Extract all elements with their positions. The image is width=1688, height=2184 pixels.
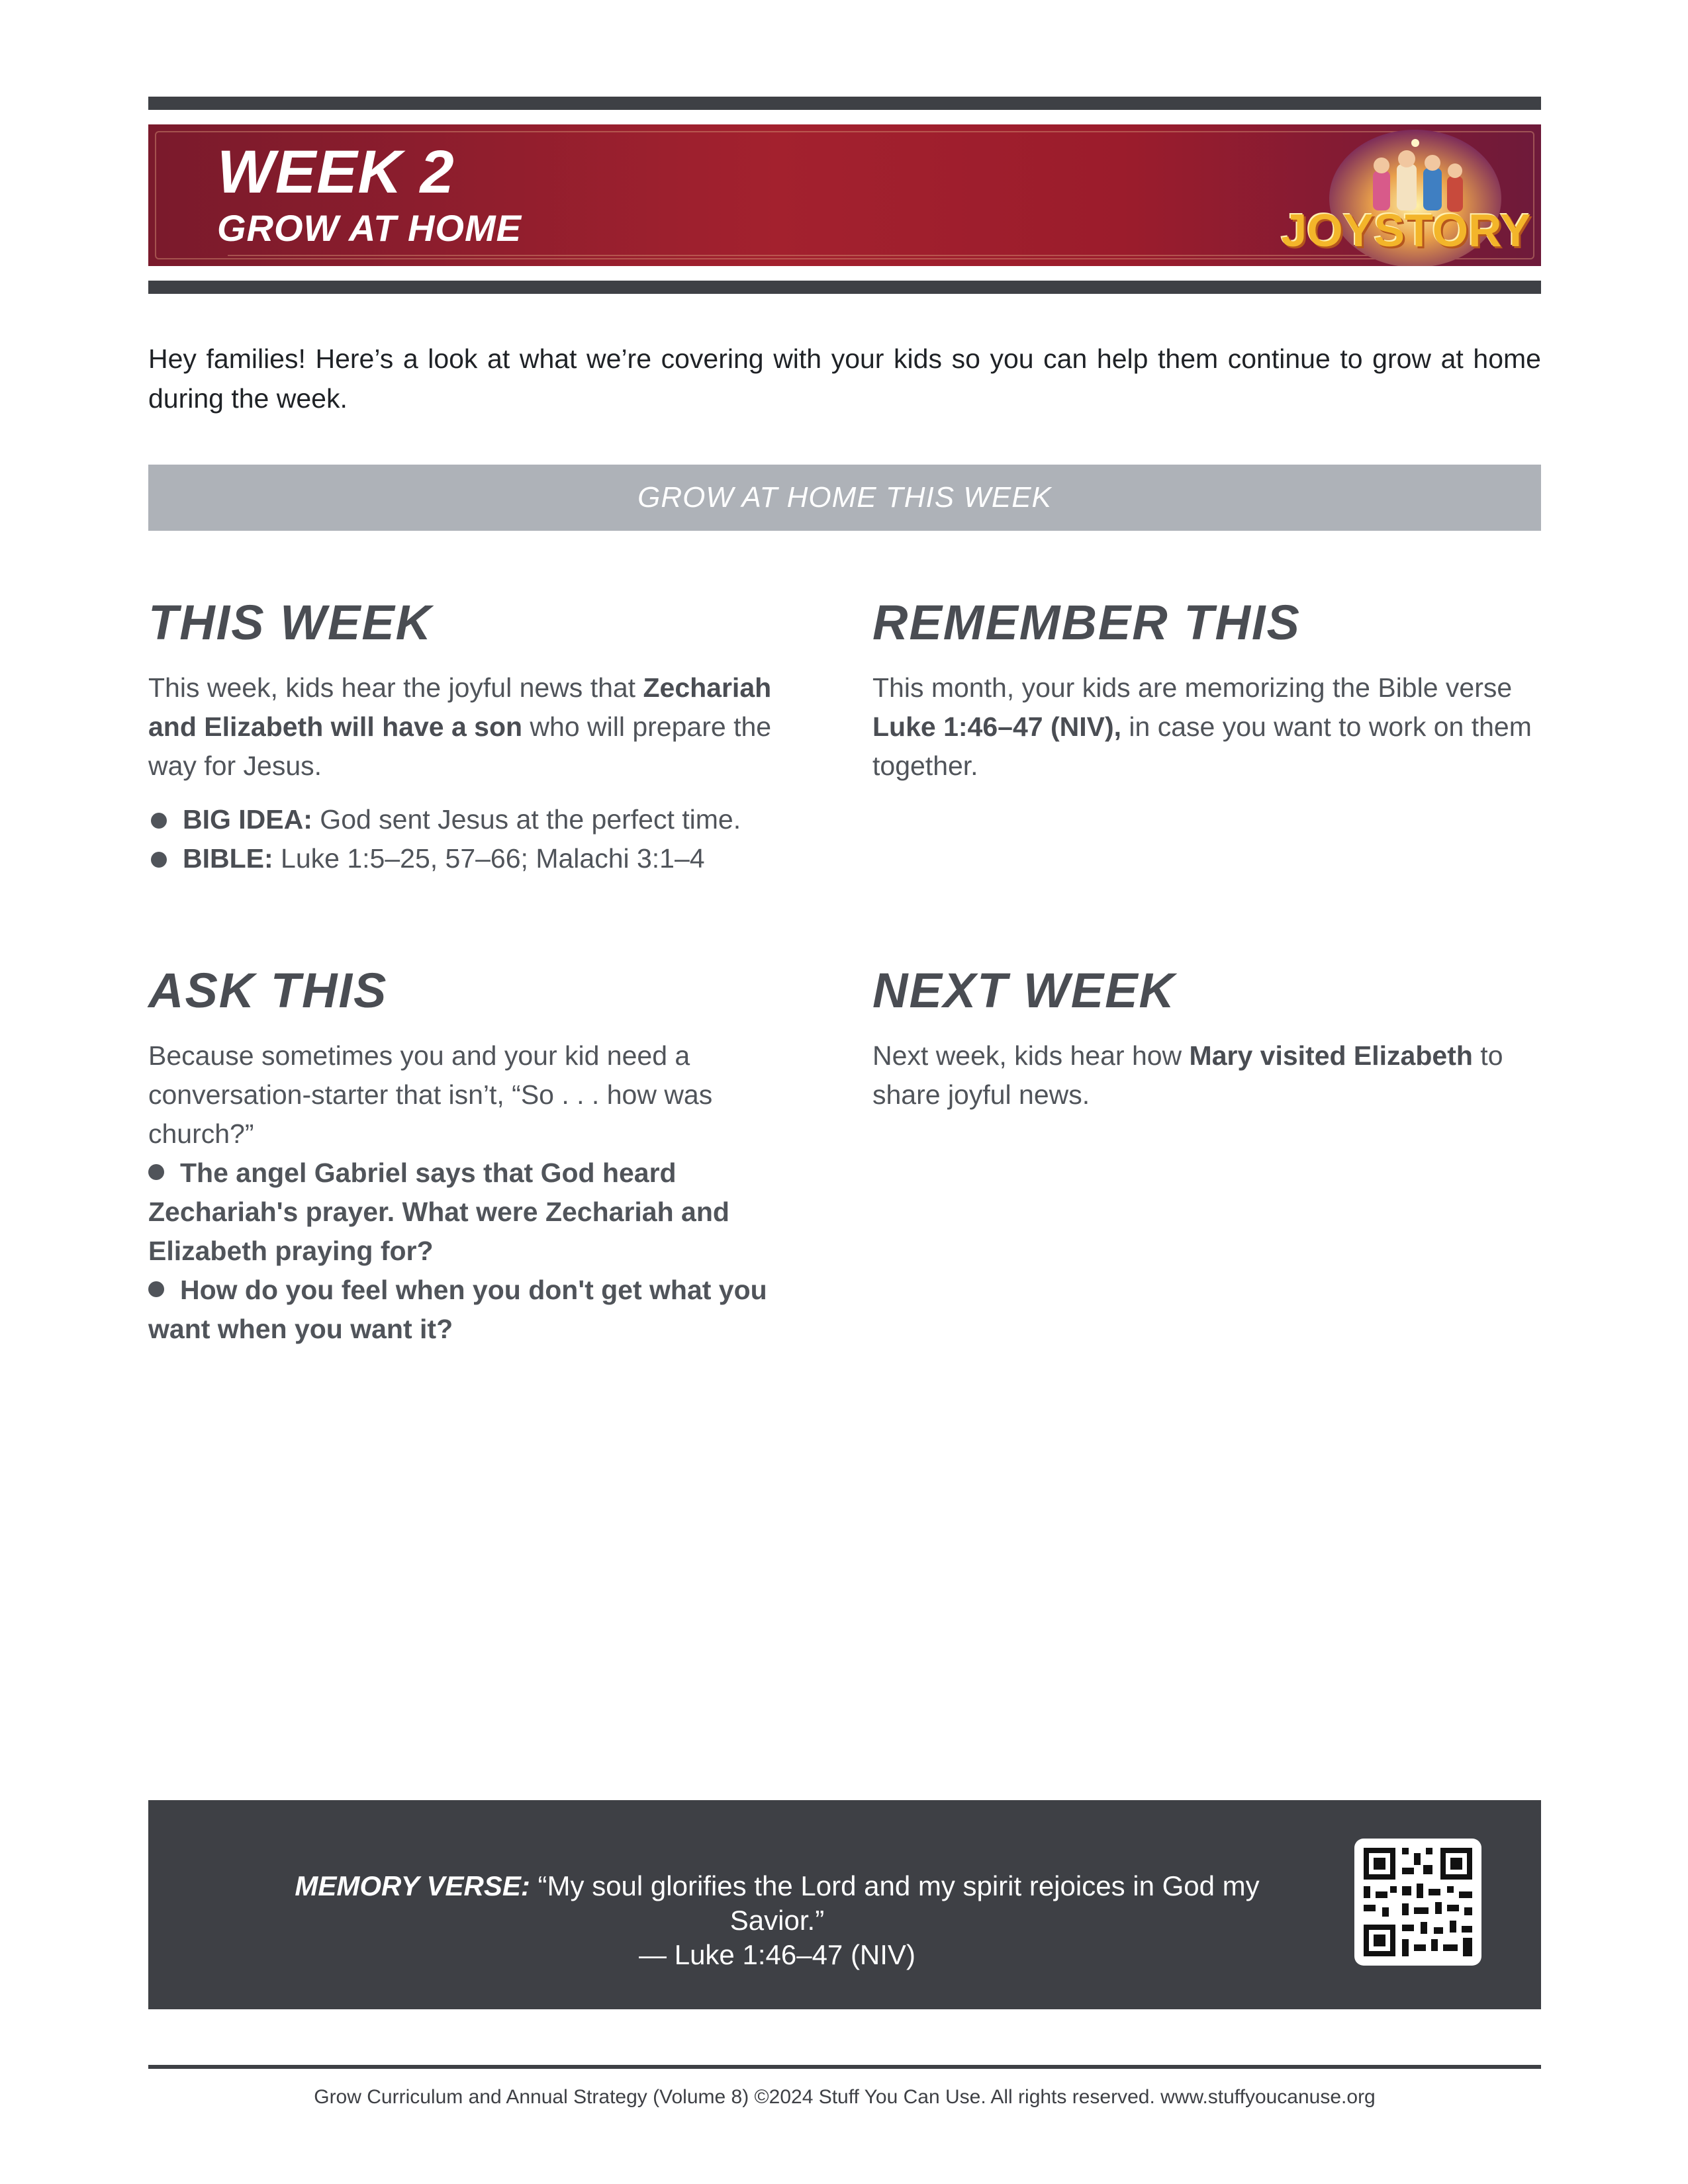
- this-week-bullets: [148, 800, 817, 878]
- ask-question: [148, 1271, 817, 1349]
- next-week-heading: NEXT WEEK: [872, 963, 1176, 1018]
- remember-this-text: [872, 668, 1541, 786]
- banner-divider-line: [228, 255, 1369, 256]
- remember-text-end: in case you want to work on them together.: [872, 711, 1532, 781]
- next-week-text: [872, 1036, 1541, 1115]
- remember-text-start: This month, your kids are memorizing the Bible verse: [872, 672, 1513, 703]
- big-idea-text: God sent Jesus at the perfect time.: [312, 804, 741, 835]
- bible-text: Luke 1:5–25, 57–66; Malachi 3:1–4: [273, 843, 705, 874]
- top-rule: [148, 97, 1541, 110]
- memory-verse-label: MEMORY VERSE:: [295, 1870, 530, 1901]
- this-week-heading: THIS WEEK: [148, 595, 433, 650]
- ask-question-text: The angel Gabriel says that God heard Zechariah's prayer. What were Zechariah and Elizabeth praying for?: [148, 1158, 729, 1266]
- next-week-text-start: Next week, kids hear how: [872, 1040, 1190, 1071]
- this-week-text-start: This week, kids hear the joyful news that: [148, 672, 643, 703]
- this-week-text-end: who will prepare the way for Jesus.: [148, 711, 772, 781]
- section-bar: [148, 465, 1541, 531]
- this-week-text-bold: Zechariah and Elizabeth will have a son: [148, 672, 772, 742]
- logo-wordmark: JOYSTORY: [1281, 205, 1531, 256]
- ask-this-section: [148, 962, 817, 1349]
- remember-this-section: [872, 594, 1541, 786]
- memory-verse-text: “My soul glorifies the Lord and my spirit rejoices in God my Savior.”: [530, 1870, 1260, 1936]
- section-bar-title: GROW AT HOME THIS WEEK: [637, 481, 1052, 514]
- qr-code[interactable]: [1354, 1839, 1481, 1966]
- ask-this-intro: Because sometimes you and your kid need a conversation-starter that isn’t, “So . . . how was church?”: [148, 1040, 713, 1149]
- memory-verse: [248, 1869, 1307, 1972]
- big-idea-label: BIG IDEA:: [183, 804, 312, 835]
- footer-rule: [148, 2065, 1541, 2069]
- next-week-section: [872, 962, 1541, 1115]
- bullet-dot: [148, 1281, 164, 1297]
- this-week-section: [148, 594, 817, 878]
- memory-verse-reference: — Luke 1:46–47 (NIV): [639, 1939, 915, 1970]
- joystory-logo: [1274, 124, 1538, 266]
- bullet-dot: [148, 1164, 164, 1180]
- qr-code-icon: [1354, 1839, 1481, 1966]
- header-banner: [148, 124, 1541, 266]
- banner-bottom-rule: [148, 281, 1541, 294]
- memory-verse-box: [148, 1800, 1541, 2009]
- big-idea-item: [148, 800, 817, 839]
- remember-text-bold: Luke 1:46–47 (NIV),: [872, 711, 1121, 742]
- ask-question-text: How do you feel when you don't get what you want when you want it?: [148, 1275, 767, 1344]
- ask-this-heading: ASK THIS: [148, 963, 388, 1018]
- bible-item: [148, 839, 817, 878]
- week-subtitle: GROW AT HOME: [217, 207, 522, 249]
- next-week-text-end: to share joyful news.: [872, 1040, 1503, 1110]
- ask-question: [148, 1154, 817, 1271]
- week-title: WEEK 2: [217, 138, 455, 206]
- this-week-text: [148, 668, 817, 786]
- footer-copyright: Grow Curriculum and Annual Strategy (Volume 8) ©2024 Stuff You Can Use. All rights reserved. www.stuffyoucanuse.org: [314, 2086, 1376, 2108]
- next-week-text-bold: Mary visited Elizabeth: [1189, 1040, 1473, 1071]
- remember-this-heading: REMEMBER THIS: [872, 595, 1301, 650]
- bible-label: BIBLE:: [183, 843, 273, 874]
- intro-paragraph: Hey families! Here’s a look at what we’re covering with your kids so you can help them continue to grow at home during the week.: [148, 343, 1541, 414]
